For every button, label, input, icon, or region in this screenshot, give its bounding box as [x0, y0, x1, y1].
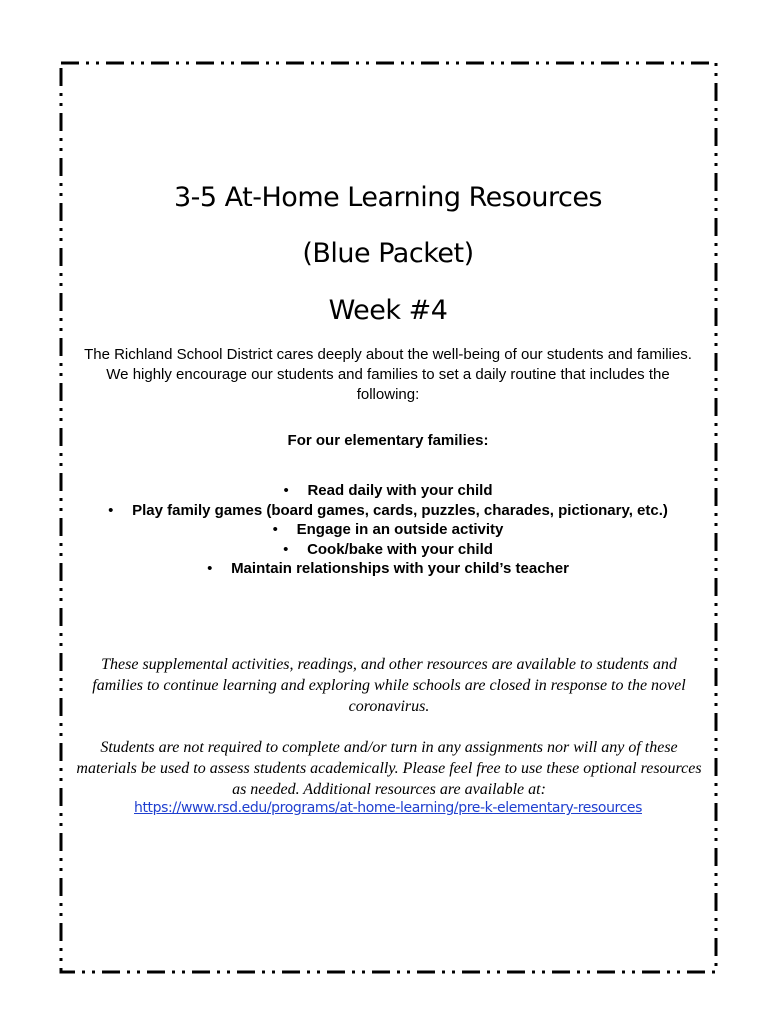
list-item: • Read daily with your child — [60, 481, 716, 501]
list-item: • Engage in an outside activity — [60, 520, 716, 540]
routine-list — [60, 481, 716, 579]
elementary-heading: For our elementary families: — [287, 432, 489, 449]
list-item: • Maintain relationships with your child’s teacher — [60, 559, 716, 579]
packet-subtitle: (Blue Packet) — [302, 238, 474, 269]
week-label: Week #4 — [328, 295, 448, 326]
supplemental-notice: These supplemental activities, readings, and other resources are available to students and families to continue learning and exploring while schools are closed in response to the novel coronavirus. — [92, 656, 686, 715]
list-item: • Play family games (board games, cards, puzzles, charades, pictionary, etc.) — [60, 501, 716, 521]
page-title: 3-5 At-Home Learning Resources — [173, 182, 602, 213]
requirements-notice: Students are not required to complete and/or turn in any assignments nor will any of these materials be used to assess students academically. Please feel free to use these optional resources as needed. Additional resources are available at: — [76, 739, 702, 798]
list-item: • Cook/bake with your child — [60, 540, 716, 560]
resources-link[interactable]: https://www.rsd.edu/programs/at-home-learning/pre-k-elementary-resources — [134, 800, 642, 816]
intro-paragraph: The Richland School District cares deeply about the well-being of our students and families. We highly encourage our students and families to set a daily routine that includes the following: — [84, 346, 692, 403]
